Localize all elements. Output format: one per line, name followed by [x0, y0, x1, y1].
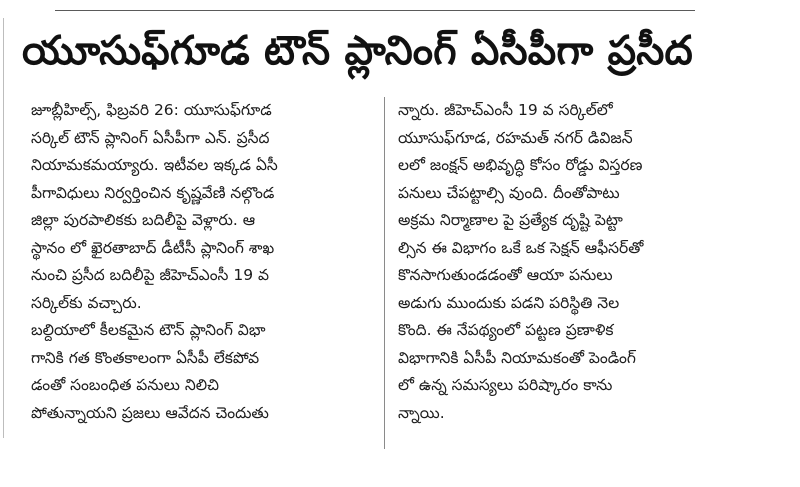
body-line: అక్రమ నిర్మాణాల పై ప్రత్యేక దృష్టి పెట్టా: [398, 211, 623, 229]
body-line: కొనసాగుతుండడంతో ఆయా పనులు: [398, 266, 613, 284]
body-line: స్థానం లో ఖైరతాబాద్ డీటీసీ ప్లానింగ్ శాఖ: [31, 238, 275, 257]
body-line: జిల్లా పురపాలికకు బదిలీపై వెళ్లారు. ఆ: [31, 211, 256, 229]
body-line: కొంది. ఈ నేపథ్యంలో పట్టణ ప్రణాళిక: [398, 321, 614, 339]
body-line: డంతో సంబంధిత పనులు నిలిచి: [31, 376, 219, 394]
body-line: నుంచి ప్రసీద బదిలీపై జీహెచ్‌ఎంసీ 19 వ: [31, 266, 270, 284]
body-line: యూసుఫ్‌గూడ, రహమత్ నగర్ డివిజన్: [398, 128, 633, 147]
body-line: నియామకమయ్యారు. ఇటీవల ఇక్కడ ఏసీ: [31, 156, 278, 174]
body-line: పీగావిధులు నిర్వర్తించిన కృష్ణవేణి నల్గొండ: [31, 183, 275, 202]
body-line: అడుగు ముందుకు పడని పరిస్థితి నెల: [398, 293, 620, 312]
article-column-right: [398, 97, 750, 427]
left-edge-rule: [3, 18, 4, 438]
body-line: సర్కిల్ టౌన్ ప్లానింగ్ ఏసీపీగా ఎన్. ప్రసీద: [31, 128, 270, 147]
body-line: జూబ్లీహిల్స్, ఫిబ్రవరి 26: యూసుఫ్‌గూడ: [31, 101, 272, 119]
body-line: ల్సిన ఈ విభాగం ఒకే ఒక సెక్షన్ ఆఫీసర్‌తో: [398, 238, 644, 257]
body-line: న్నారు. జీహెచ్‌ఎంసీ 19 వ సర్కిల్‌లో: [398, 101, 613, 119]
body-line: లో ఉన్న సమస్యలు పరిష్కారం కాను: [398, 376, 613, 394]
body-line: పోతున్నాయని ప్రజలు ఆవేదన చెందుతు: [31, 403, 269, 422]
body-line: బల్దియాలో కీలకమైన టౌన్ ప్లానింగ్ విభా: [31, 321, 266, 339]
article-column-left: [31, 97, 371, 427]
body-line: పనులు చేపట్టాల్సి వుంది. దీంతోపాటు: [398, 183, 620, 202]
body-line: న్నాయి.: [398, 403, 445, 422]
body-line: లలో జంక్షన్ అభివృద్ధి కోసం రోడ్డు విస్తరణ: [398, 156, 643, 174]
body-line: విభాగానికి ఏసీపీ నియామకంతో పెండింగ్: [398, 348, 636, 367]
top-rule: [55, 10, 695, 11]
body-line: గానికి గత కొంతకాలంగా ఏసీపీ లేకపోవ: [31, 348, 260, 367]
body-line: సర్కిల్‌కు వచ్చారు.: [31, 293, 142, 312]
headline: యూసుఫ్‌గూడ టౌన్ ప్లానింగ్ ఏసీపీగా ప్రసీద: [22, 28, 693, 74]
column-divider: [384, 97, 385, 449]
